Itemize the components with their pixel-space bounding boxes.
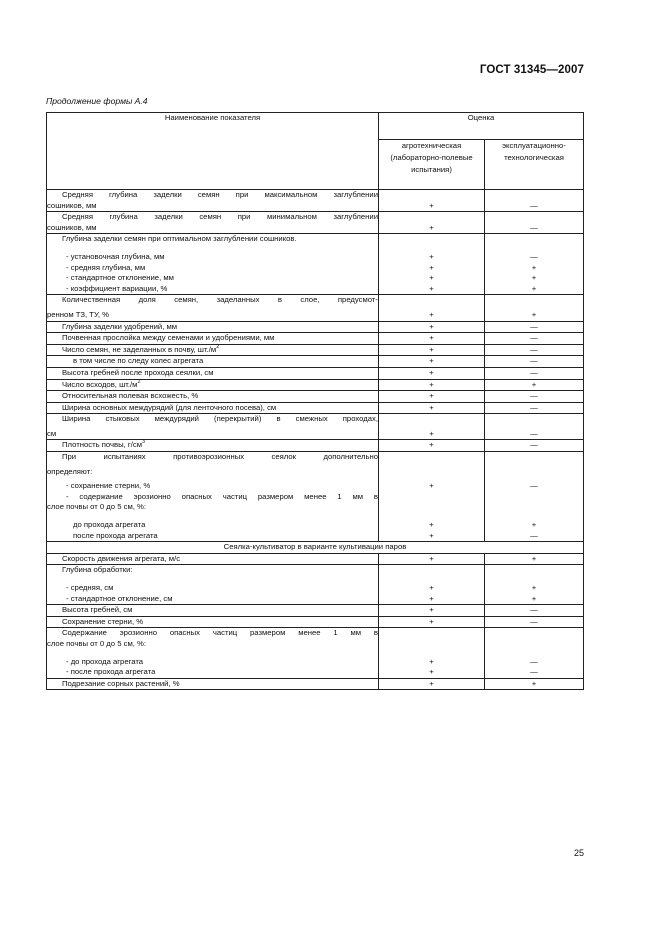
table-row [47,678,584,690]
row-exp-mark: + [485,295,584,321]
row-name: Средняя глубина заделки семян при максимальном заглублении сошников, мм [47,190,379,212]
row-agro-mark: + [379,321,485,333]
table-row [47,414,584,440]
row-exp-mark: — + — [485,452,584,542]
row-exp-mark: — — [485,628,584,678]
row-name: Скорость движения агрегата, м/с [47,553,379,565]
row-name: в том числе по следу колес агрегата [47,356,379,368]
table-row [47,616,584,628]
row-agro-mark: + + [379,565,485,605]
row-exp-mark: — + + + [485,234,584,295]
row-agro-mark: + [379,678,485,690]
row-agro-mark: + + + [379,452,485,542]
row-exp-mark: — [485,414,584,440]
table-row [47,212,584,234]
table-row [47,379,584,391]
table-row [47,402,584,414]
row-exp-mark: — [485,212,584,234]
column-header-evaluation: Оценка [379,113,584,140]
table-row [47,565,584,605]
row-agro-mark: + [379,295,485,321]
table-row [47,367,584,379]
table-row [47,333,584,345]
row-exp-mark: — [485,605,584,617]
table-caption: Продолжение формы А.4 [46,96,148,106]
page-number: 25 [573,848,584,858]
row-name: Сохранение стерни, % [47,616,379,628]
row-name: Почвенная прослойка между семенами и удобрениями, мм [47,333,379,345]
row-exp-mark: — [485,391,584,403]
row-agro-mark: + [379,367,485,379]
row-agro-mark: + [379,379,485,391]
row-agro-mark: + [379,344,485,356]
table-section-row [47,542,584,554]
row-name: Количественная доля семян, заделанных в слое, предусмот- ренном ТЗ, ТУ, % [47,295,379,321]
row-exp-mark: — [485,190,584,212]
row-exp-mark: + [485,553,584,565]
table-row [47,190,584,212]
row-agro-mark: + + + + [379,234,485,295]
table-row [47,295,584,321]
row-name: При испытаниях противоэрозионных сеялок дополнительно определяют: - сохранение стерни, % - содержание эрозионно опасных частиц размером менее 1 мм в слое почвы от 0 до 5 см, %: до прохода агрегата после прохода агрегата [47,452,379,542]
row-agro-mark: + [379,605,485,617]
row-agro-mark: + [379,212,485,234]
table-row [47,234,584,295]
column-header-operational: эксплуатационно- технологическая [485,140,584,190]
row-agro-mark: + [379,333,485,345]
section-title: Сеялка-культиватор в варианте культивации паров [47,542,584,554]
row-name: Содержание эрозионно опасных частиц размером менее 1 мм в слое почвы от 0 до 5 см, %: - до прохода агрегата - после прохода агрегата [47,628,379,678]
row-name: Глубина обработки: - средняя, см - стандартное отклонение, см [47,565,379,605]
table-row [47,344,584,356]
row-agro-mark: + [379,356,485,368]
table-row [47,452,584,542]
row-name: Глубина заделки удобрений, мм [47,321,379,333]
table-row [47,553,584,565]
table-header-row [47,113,584,140]
row-exp-mark: — [485,440,584,452]
table-row [47,440,584,452]
row-agro-mark: + [379,391,485,403]
row-exp-mark: + [485,379,584,391]
table-row [47,391,584,403]
row-agro-mark: + [379,402,485,414]
row-exp-mark: — [485,402,584,414]
row-agro-mark: + [379,414,485,440]
column-header-agrotechnical: агротехническая (лабораторно-полевые испытания) [379,140,485,190]
table-row [47,605,584,617]
row-name: Глубина заделки семян при оптимальном заглублении сошников. - установочная глубина, мм - средняя глубина, мм - стандартное отклонение, мм - коэффициент вариации, % [47,234,379,295]
row-agro-mark: + [379,553,485,565]
row-exp-mark: + + [485,565,584,605]
row-agro-mark: + [379,190,485,212]
row-agro-mark: + [379,616,485,628]
row-exp-mark: — [485,616,584,628]
row-name: Средняя глубина заделки семян при минимальном заглублении сошников, мм [47,212,379,234]
indicators-table [46,112,584,690]
table-row [47,356,584,368]
row-name: Число семян, не заделанных в почву, $шт./м^2$ [47,344,379,356]
row-name: Подрезание сорных растений, % [47,678,379,690]
row-exp-mark: — [485,333,584,345]
document-code: ГОСТ 31345—2007 [479,64,584,76]
row-exp-mark: — [485,321,584,333]
row-exp-mark: + [485,678,584,690]
row-exp-mark: — [485,367,584,379]
row-name: Число всходов, $шт./м^2$ [47,379,379,391]
row-agro-mark: + + [379,628,485,678]
row-name: Плотность почвы, $г/см^3$ [47,440,379,452]
row-name: Высота гребней, см [47,605,379,617]
row-name: Высота гребней после прохода сеялки, см [47,367,379,379]
row-agro-mark: + [379,440,485,452]
column-header-indicator: Наименование показателя [47,113,379,190]
row-exp-mark: — [485,344,584,356]
table-row [47,628,584,678]
row-exp-mark: — [485,356,584,368]
row-name: Ширина основных междурядий (для ленточного посева), см [47,402,379,414]
row-name: Относительная полевая всхожесть, % [47,391,379,403]
table-row [47,321,584,333]
row-name: Ширина стыковых междурядий (перекрытий) в смежных проходах, см [47,414,379,440]
